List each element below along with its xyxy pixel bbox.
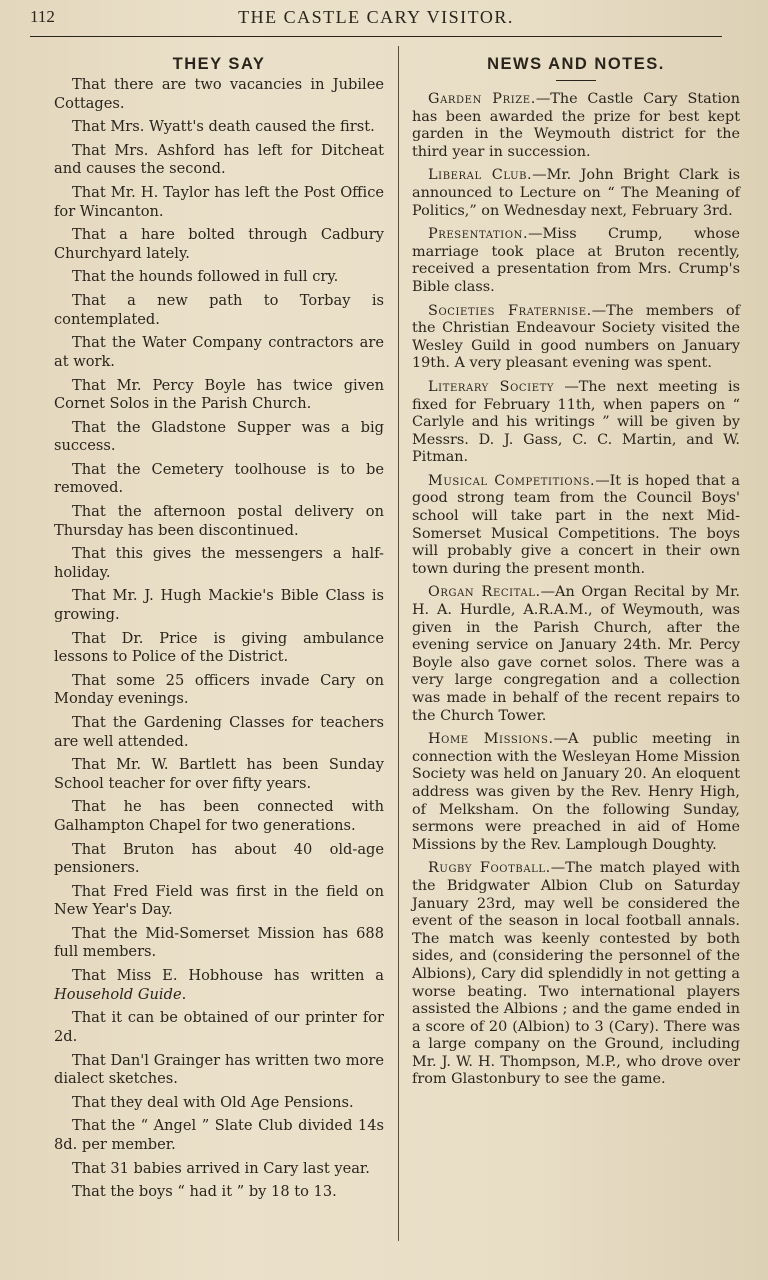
book-title: Household Guide bbox=[54, 985, 182, 1003]
they-say-item: That this gives the messengers a half-holiday. bbox=[54, 545, 384, 581]
news-item-text: —It is hoped that a good strong team from the Council Boys' school will take part in the next Mid-Somerset Musical Competitions. The boys will probably give a concert in their own town during the present month. bbox=[412, 472, 740, 577]
news-item bbox=[412, 731, 740, 854]
they-say-item: That the afternoon postal delivery on Thursday has been discontinued. bbox=[54, 503, 384, 539]
news-item-text: —Miss Crump, whose marriage took place at Bruton recently, received a presentation from Mrs. Crump's Bible class. bbox=[412, 226, 740, 295]
they-say-item: That there are two vacancies in Jubilee Cottages. bbox=[54, 76, 384, 112]
they-say-item: That Mr. Percy Boyle has twice given Cornet Solos in the Parish Church. bbox=[54, 376, 384, 412]
news-item-title: Organ Recital. bbox=[428, 584, 541, 601]
news-item bbox=[412, 167, 740, 220]
they-say-item: That Dr. Price is giving ambulance lessons to Police of the District. bbox=[54, 629, 384, 666]
they-say-item: That Fred Field was first in the field on New Year's Day. bbox=[54, 882, 384, 919]
page-header bbox=[30, 4, 722, 30]
item-text: That Miss E. Hobhouse has written a bbox=[72, 967, 384, 985]
they-say-item: That the Cemetery toolhouse is to be removed. bbox=[54, 460, 384, 497]
they-say-item: That the Mid-Somerset Mission has 688 full members. bbox=[54, 924, 384, 961]
they-say-item-hobhouse bbox=[54, 967, 384, 1004]
news-item bbox=[412, 226, 740, 296]
they-say-item: That the boys “ had it ” by 18 to 13. bbox=[72, 1183, 337, 1201]
news-item bbox=[412, 584, 740, 725]
news-item-text: —The Castle Cary Station has been awarded the prize for best kept garden in the Weymouth district for the third year in succession. bbox=[412, 91, 740, 160]
news-item-title: Literary Society bbox=[428, 378, 555, 395]
they-say-item: That Mrs. Ashford has left for Ditcheat and causes the second. bbox=[54, 141, 384, 178]
they-say-item: That some 25 officers invade Cary on Monday evenings. bbox=[54, 671, 384, 708]
they-say-column bbox=[54, 50, 384, 1207]
news-item bbox=[412, 379, 740, 467]
header-rule bbox=[30, 36, 722, 37]
they-say-item: That 31 babies arrived in Cary last year. bbox=[72, 1159, 370, 1177]
item-text: . bbox=[181, 985, 187, 1003]
news-item-title: Garden Prize. bbox=[428, 91, 536, 107]
news-item bbox=[412, 860, 740, 1089]
news-item bbox=[412, 303, 740, 373]
they-say-item: That the hounds followed in full cry. bbox=[72, 268, 339, 286]
news-item-title: Societies Fraternise. bbox=[428, 302, 592, 319]
news-item-title: Rugby Football. bbox=[428, 860, 551, 877]
they-say-item: That Bruton has about 40 old-age pensioners. bbox=[54, 840, 384, 877]
news-item-text: —The next meeting is fixed for February 11th, when papers on “ Carlyle and his writings ” will be given by Messrs. D. J. Gass, C. C. Martin, and W. Pitman. bbox=[412, 378, 740, 466]
news-item bbox=[412, 473, 740, 579]
news-item-text: —Mr. John Bright Clark is announced to Lecture on “ The Meaning of Politics,” on Wednesday next, February 3rd. bbox=[412, 167, 740, 219]
they-say-item: That he has been connected with Galhampton Chapel for two generations. bbox=[54, 798, 384, 834]
news-item-title: Presentation. bbox=[428, 226, 529, 243]
page-number: 112 bbox=[30, 7, 55, 26]
they-say-item: That the Gardening Classes for teachers are well attended. bbox=[54, 714, 384, 750]
running-title: THE CASTLE CARY VISITOR. bbox=[238, 7, 514, 27]
they-say-item: That Mr. J. Hugh Mackie's Bible Class is growing. bbox=[54, 587, 384, 623]
they-say-item: That the Gladstone Supper was a big success. bbox=[54, 418, 384, 455]
they-say-item: That Mr. H. Taylor has left the Post Office for Wincanton. bbox=[54, 184, 384, 220]
they-say-heading: THEY SAY bbox=[172, 55, 266, 73]
news-item-title: Home Missions. bbox=[428, 731, 554, 748]
they-say-item: That a hare bolted through Cadbury Churchyard lately. bbox=[54, 226, 384, 262]
they-say-item: That a new path to Torbay is contemplated. bbox=[54, 292, 384, 328]
they-say-item: That they deal with Old Age Pensions. bbox=[72, 1093, 354, 1111]
heading-rule bbox=[556, 80, 596, 81]
they-say-item: That the Water Company contractors are at work. bbox=[54, 334, 384, 370]
news-item-text: —An Organ Recital by Mr. H. A. Hurdle, A.R.A.M., of Weymouth, was given in the Parish Church, after the evening service on January 24th. Mr. Percy Boyle also gave cornet solos. There was a very large congregation and a collection was made in behalf of the recent repairs to the Church Tower. bbox=[412, 584, 741, 724]
news-item-text: —The match played with the Bridgwater Albion Club on Saturday January 23rd, may well be considered the event of the season in local football annals. The match was keenly contested by both sides, and (considering the personnel of the Albions), Cary did splendidly in not getting a worse beating. Two international players assisted the Albions ; and the game ended in a score of 20 (Albion) to 3 (Cary). There was a large company on the Ground, including Mr. J. W. H. Thompson, M.P., who drove over from Glastonbury to see the game. bbox=[412, 860, 740, 1088]
news-item-title: Liberal Club. bbox=[428, 167, 533, 184]
news-item-text: —A public meeting in connection with the Wesleyan Home Mission Society was held on January 20. An eloquent address was given by the Rev. Henry High, of Melksham. On the following Sunday, sermons were preached in aid of Home Missions by the Rev. Lamplough Doughty. bbox=[412, 731, 740, 853]
they-say-item: That Mr. W. Bartlett has been Sunday School teacher for over fifty years. bbox=[54, 756, 384, 792]
news-item bbox=[412, 91, 740, 161]
news-column bbox=[412, 50, 740, 1095]
they-say-item: That it can be obtained of our printer for 2d. bbox=[54, 1009, 384, 1045]
column-divider bbox=[398, 46, 399, 1241]
news-item-text: —The members of the Christian Endeavour Society visited the Wesley Guild in good numbers on January 19th. A very pleasant evening was spent. bbox=[412, 302, 740, 372]
they-say-item: That Dan'l Grainger has written two more dialect sketches. bbox=[54, 1051, 384, 1087]
news-heading: NEWS AND NOTES. bbox=[487, 55, 665, 73]
they-say-item: That the “ Angel ” Slate Club divided 14s 8d. per member. bbox=[54, 1117, 384, 1153]
they-say-item: That Mrs. Wyatt's death caused the first. bbox=[72, 118, 375, 136]
news-item-title: Musical Competitions. bbox=[428, 472, 596, 489]
